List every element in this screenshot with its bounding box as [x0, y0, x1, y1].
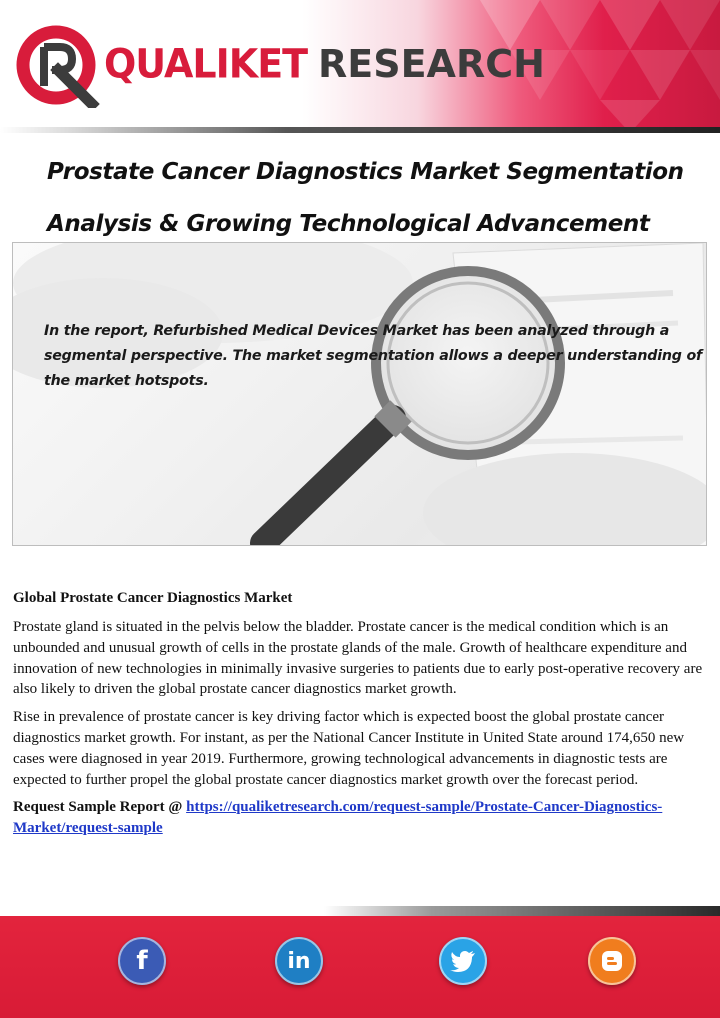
request-label: Request Sample Report @: [13, 799, 187, 816]
blogger-icon[interactable]: [588, 937, 636, 985]
paragraph-2: Rise in prevalence of prostate cancer is key driving factor which is expected boost the global prostate cancer diagnostics market growth. For instant, as per the National Cancer Institute in United State around 174,650 new cases were diagnosed in year 2019. Furthermore, growing technological advancements in diagnostic tests are expected to further propel the global prostate cancer diagnostics market growth over the forecast period.: [13, 709, 685, 788]
header-banner: [0, 0, 720, 133]
hero-caption: In the report, Refurbished Medical Devices Market has been analyzed through a segmental perspective. The market segmentation allows a deeper understanding of the market hotspots.: [44, 323, 702, 389]
article: [13, 588, 708, 839]
brand-name-primary: QUALIKET: [104, 40, 308, 88]
magnifier-illustration: [13, 243, 707, 546]
footer-divider: [0, 906, 720, 916]
hero-image: [12, 242, 707, 546]
brand-name-secondary: RESEARCH: [318, 42, 545, 86]
twitter-icon[interactable]: [439, 937, 487, 985]
logo-icon: [14, 22, 106, 108]
title-line-2: Analysis & Growing Technological Advancement: [47, 211, 650, 237]
section-heading: Global Prostate Cancer Diagnostics Market: [13, 590, 293, 606]
title-line-1: Prostate Cancer Diagnostics Market Segmentation: [47, 159, 684, 185]
paragraph-1: Prostate gland is situated in the pelvis below the bladder. Prostate cancer is the medical condition which is an unbounded and unusual growth of cells in the prostate glands of the male. Growth of healthcare expenditure and innovation of new technologies in minimally invasive surgeries to patients due to early post-operative recovery are also likely to driven the global prostate cancer diagnostics market growth.: [13, 619, 703, 698]
header-divider: [0, 127, 720, 133]
facebook-icon[interactable]: f: [118, 937, 166, 985]
linkedin-icon[interactable]: in: [275, 937, 323, 985]
request-sample: [13, 797, 708, 839]
request-sample-link[interactable]: https://qualiketresearch.com/request-sample/Prostate-Cancer-Diagnostics-Market/request-sample: [13, 799, 663, 837]
page-title: [47, 146, 717, 250]
